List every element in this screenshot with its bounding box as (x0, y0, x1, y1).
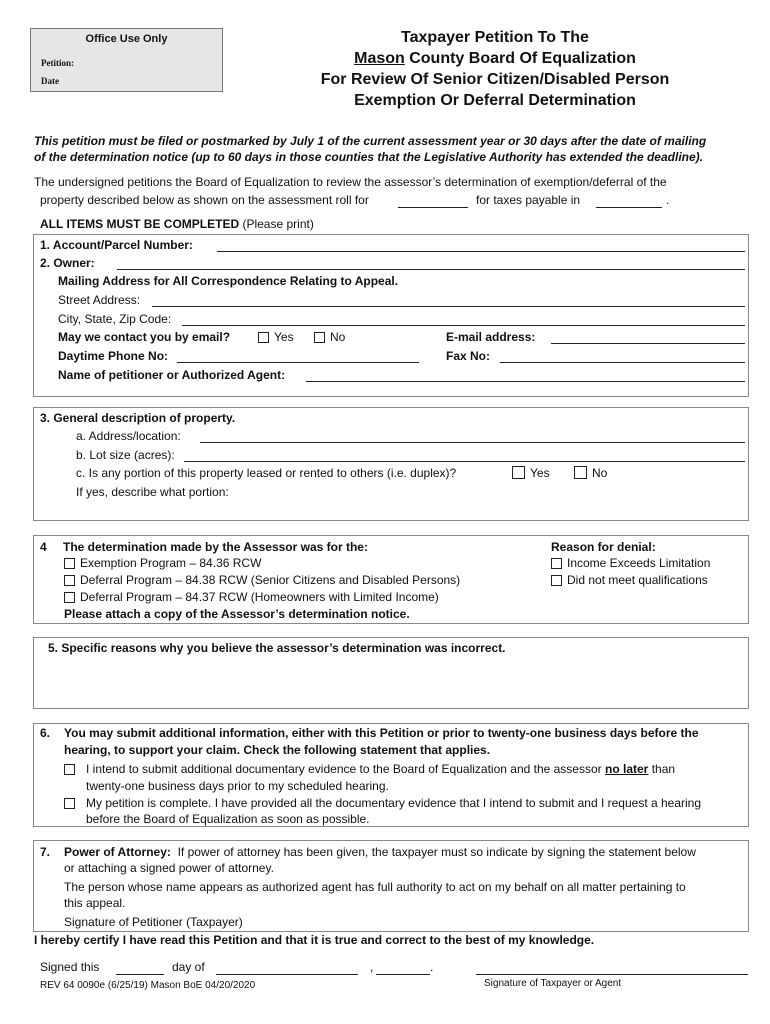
reason-qualifications-checkbox[interactable] (551, 575, 562, 586)
certify-text: I hereby certify I have read this Petition and that it is true and correct to the best of my knowledge. (34, 933, 595, 947)
title-line4: Exemption Or Deferral Determination (354, 92, 636, 109)
additional-info-heading-1: You may submit additional information, either with this Petition or prior to twenty-one business days before the (64, 726, 699, 740)
fax-field[interactable] (500, 362, 745, 363)
submit-later-checkbox[interactable] (64, 764, 75, 775)
email-no-checkbox[interactable] (314, 332, 325, 343)
day-of-label: day of (172, 960, 205, 974)
city-label: City, State, Zip Code: (58, 312, 172, 326)
undersigned-period: . (666, 193, 670, 207)
petition-complete-text-b: before the Board of Equalization as soon as possible. (86, 812, 370, 826)
leased-yes-label: Yes (530, 466, 550, 480)
poa-signature-label: Signature of Petitioner (Taxpayer) (64, 915, 243, 929)
office-use-box (30, 28, 223, 92)
attach-notice-label: Please attach a copy of the Assessor’s determination notice. (64, 607, 410, 621)
reason-heading: Reason for denial: (551, 540, 656, 554)
signed-this-label: Signed this (40, 960, 100, 974)
email-question-label: May we contact you by email? (58, 330, 231, 344)
petition-complete-text-a: My petition is complete. I have provided all the documentary evidence that I intend to submit and I request a hearing (86, 796, 702, 810)
reason-qualifications-label: Did not meet qualifications (567, 573, 708, 587)
petitioner-field[interactable] (306, 381, 745, 382)
email-address-field[interactable] (551, 343, 745, 344)
email-no-option[interactable] (314, 330, 345, 344)
phone-field[interactable] (177, 362, 419, 363)
form-number: REV 64 0090e (6/25/19) Mason BoE 04/20/2020 (40, 980, 256, 991)
property-address-label: a. Address/location: (76, 429, 181, 443)
email-yes-option[interactable] (258, 330, 294, 344)
petition-complete-checkbox[interactable] (64, 798, 75, 809)
fax-label: Fax No: (446, 349, 491, 363)
additional-info-heading-2: hearing, to support your claim. Check the following statement that applies. (64, 743, 491, 757)
deferral-8437-option[interactable] (64, 590, 439, 604)
signed-year-field[interactable] (376, 974, 430, 975)
undersigned-text-2b: for taxes payable in (476, 193, 581, 207)
determination-heading: The determination made by the Assessor was for the: (63, 540, 368, 554)
submit-later-text-b: than (651, 762, 676, 776)
signature-line-label: Signature of Taxpayer or Agent (484, 978, 622, 989)
additional-info-num: 6. (40, 726, 51, 740)
account-label: 1. Account/Parcel Number: (40, 238, 193, 252)
taxpayer-signature-field[interactable] (476, 974, 748, 975)
title-county: Mason (354, 50, 405, 67)
taxes-payable-year-field[interactable] (596, 207, 662, 208)
email-yes-checkbox[interactable] (258, 332, 269, 343)
poa-text-1: If power of attorney has been given, the taxpayer must so indicate by signing the statement below (177, 845, 696, 859)
undersigned-text-1: The undersigned petitions the Board of Equalization to review the assessor’s determination of exemption/deferral of the (34, 175, 667, 189)
reason-qualifications-option[interactable] (551, 573, 708, 587)
exemption-checkbox[interactable] (64, 558, 75, 569)
property-address-field[interactable] (200, 442, 745, 443)
leased-question-label: c. Is any portion of this property leased or rented to others (i.e. duplex)? (76, 466, 457, 480)
email-yes-label: Yes (274, 330, 294, 344)
office-petition-label: Petition: (41, 58, 74, 68)
reasons-heading: 5. Specific reasons why you believe the assessor’s determination was incorrect. (48, 641, 506, 655)
title-line1: Taxpayer Petition To The (401, 29, 589, 46)
reason-income-option[interactable] (551, 556, 710, 570)
undersigned-text-2a: property described below as shown on the assessment roll for (40, 193, 369, 207)
city-state-zip-field[interactable] (182, 325, 745, 326)
petitioner-label: Name of petitioner or Authorized Agent: (58, 368, 286, 382)
lot-size-label: b. Lot size (acres): (76, 448, 175, 462)
email-no-label: No (330, 330, 346, 344)
deferral-8437-label: Deferral Program – 84.37 RCW (Homeowners with Limited Income) (80, 590, 439, 604)
property-heading: 3. General description of property. (40, 411, 236, 425)
leased-no-option[interactable] (574, 466, 607, 480)
all-items-note: (Please print) (239, 217, 314, 231)
deferral-8437-checkbox[interactable] (64, 592, 75, 603)
owner-label: 2. Owner: (40, 256, 95, 270)
page-title (260, 27, 730, 111)
street-address-field[interactable] (152, 306, 745, 307)
poa-heading: Power of Attorney: (64, 845, 171, 859)
title-line2 (260, 48, 730, 69)
submit-later-option[interactable] (64, 762, 675, 776)
poa-text-2: or attaching a signed power of attorney. (64, 861, 274, 875)
deferral-8438-checkbox[interactable] (64, 575, 75, 586)
deferral-8438-label: Deferral Program – 84.38 RCW (Senior Citizens and Disabled Persons) (80, 573, 461, 587)
exemption-label: Exemption Program – 84.36 RCW (80, 556, 262, 570)
title-line2-rest: County Board Of Equalization (404, 50, 636, 67)
signed-day-field[interactable] (116, 974, 164, 975)
leased-yes-option[interactable] (512, 466, 550, 480)
signed-comma: , (370, 960, 374, 974)
determination-num: 4 (40, 540, 47, 554)
owner-field[interactable] (117, 269, 745, 270)
office-use-title: Office Use Only (85, 33, 168, 45)
leased-no-checkbox[interactable] (574, 466, 587, 479)
deadline-text-2: of the determination notice (up to 60 days in those counties that the Legislative Authority has extended the deadline). (34, 150, 703, 164)
submit-later-text-c: twenty-one business days prior to my scheduled hearing. (86, 779, 389, 793)
exemption-option[interactable] (64, 556, 261, 570)
office-date-label: Date (41, 76, 59, 86)
poa-text-4: this appeal. (64, 896, 126, 910)
deferral-8438-option[interactable] (64, 573, 460, 587)
leased-no-label: No (592, 466, 608, 480)
poa-text-3: The person whose name appears as authorized agent has full authority to act on my behalf on all matter pertaining to (64, 880, 686, 894)
email-address-label: E-mail address: (446, 330, 536, 344)
reason-income-label: Income Exceeds Limitation (567, 556, 711, 570)
deadline-text-1: This petition must be filed or postmarked by July 1 of the current assessment year or 30 days after the date of mailing (34, 134, 707, 148)
street-label: Street Address: (58, 293, 141, 307)
all-items-bold: ALL ITEMS MUST BE COMPLETED (40, 217, 240, 231)
reason-income-checkbox[interactable] (551, 558, 562, 569)
signed-period: . (430, 960, 434, 974)
if-yes-label: If yes, describe what portion: (76, 485, 229, 499)
leased-yes-checkbox[interactable] (512, 466, 525, 479)
submit-later-text-a: I intend to submit additional documentary evidence to the Board of Equalization and the assessor (86, 762, 602, 776)
mailing-label: Mailing Address for All Correspondence Relating to Appeal. (58, 274, 399, 288)
lot-size-field[interactable] (184, 461, 745, 462)
petition-complete-option[interactable] (64, 796, 701, 810)
no-later-text: no later (605, 762, 649, 776)
assessment-year-field[interactable] (398, 207, 468, 208)
title-line3: For Review Of Senior Citizen/Disabled Person (320, 71, 670, 88)
poa-num: 7. (40, 845, 51, 859)
all-items-label (40, 217, 314, 231)
poa-line-1 (64, 845, 696, 859)
account-number-field[interactable] (217, 251, 745, 252)
phone-label: Daytime Phone No: (58, 349, 169, 363)
signed-month-field[interactable] (216, 974, 358, 975)
